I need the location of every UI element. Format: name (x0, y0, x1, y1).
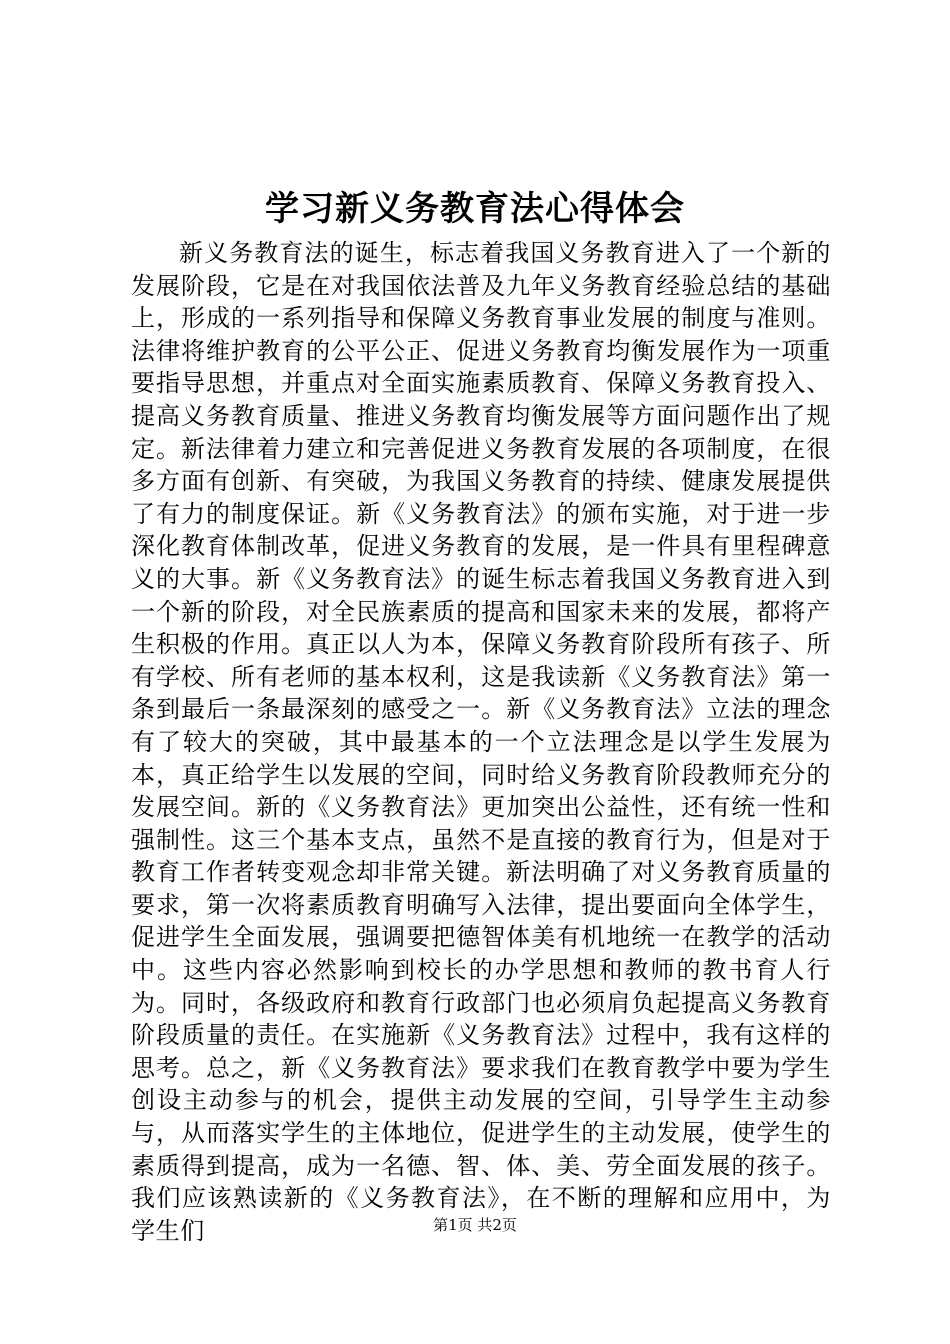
body-paragraph: 新义务教育法的诞生，标志着我国义务教育进入了一个新的发展阶段，它是在对我国依法普及九年义务教育经验总结的基础上，形成的一系列指导和保障义务教育事业发展的制度与准则。法律将维护教育的公平公正、促进义务教育均衡发展作为一项重要指导思想，并重点对全面实施素质教育、保障义务教育投入、提高义务教育质量、推进义务教育均衡发展等方面问题作出了规定。新法律着力建立和完善促进义务教育发展的各项制度，在很多方面有创新、有突破，为我国义务教育的持续、健康发展提供了有力的制度保证。新《义务教育法》的颁布实施，对于进一步深化教育体制改革，促进义务教育的发展，是一件具有里程碑意义的大事。新《义务教育法》的诞生标志着我国义务教育进入到一个新的阶段，对全民族素质的提高和国家未来的发展，都将产生积极的作用。真正以人为本，保障义务教育阶段所有孩子、所有学校、所有老师的基本权利，这是我读新《义务教育法》第一条到最后一条最深刻的感受之一。新《义务教育法》立法的理念有了较大的突破，其中最基本的一个立法理念是以学生发展为本，真正给学生以发展的空间，同时给义务教育阶段教师充分的发展空间。新的《义务教育法》更加突出公益性，还有统一性和强制性。这三个基本支点，虽然不是直接的教育行为，但是对于教育工作者转变观念却非常关键。新法明确了对义务教育质量的要求，第一次将素质教育明确写入法律，提出要面向全体学生，促进学生全面发展，强调要把德智体美有机地统一在教学的活动中。这些内容必然影响到校长的办学思想和教师的教书育人行为。同时，各级政府和教育行政部门也必须肩负起提高义务教育阶段质量的责任。在实施新《义务教育法》过程中，我有这样的思考。总之，新《义务教育法》要求我们在教育教学中要为学生创设主动参与的机会，提供主动发展的空间，引导学生主动参与，从而落实学生的主体地位，促进学生的主动发展，使学生的素质得到提高，成为一名德、智、体、美、劳全面发展的孩子。我们应该熟读新的《义务教育法》，在不断的理解和应用中，为学生们 (131, 239, 831, 1245)
page-footer: 第1页 共2页 (433, 1216, 517, 1234)
document-title: 学习新义务教育法心得体会 (265, 189, 685, 229)
